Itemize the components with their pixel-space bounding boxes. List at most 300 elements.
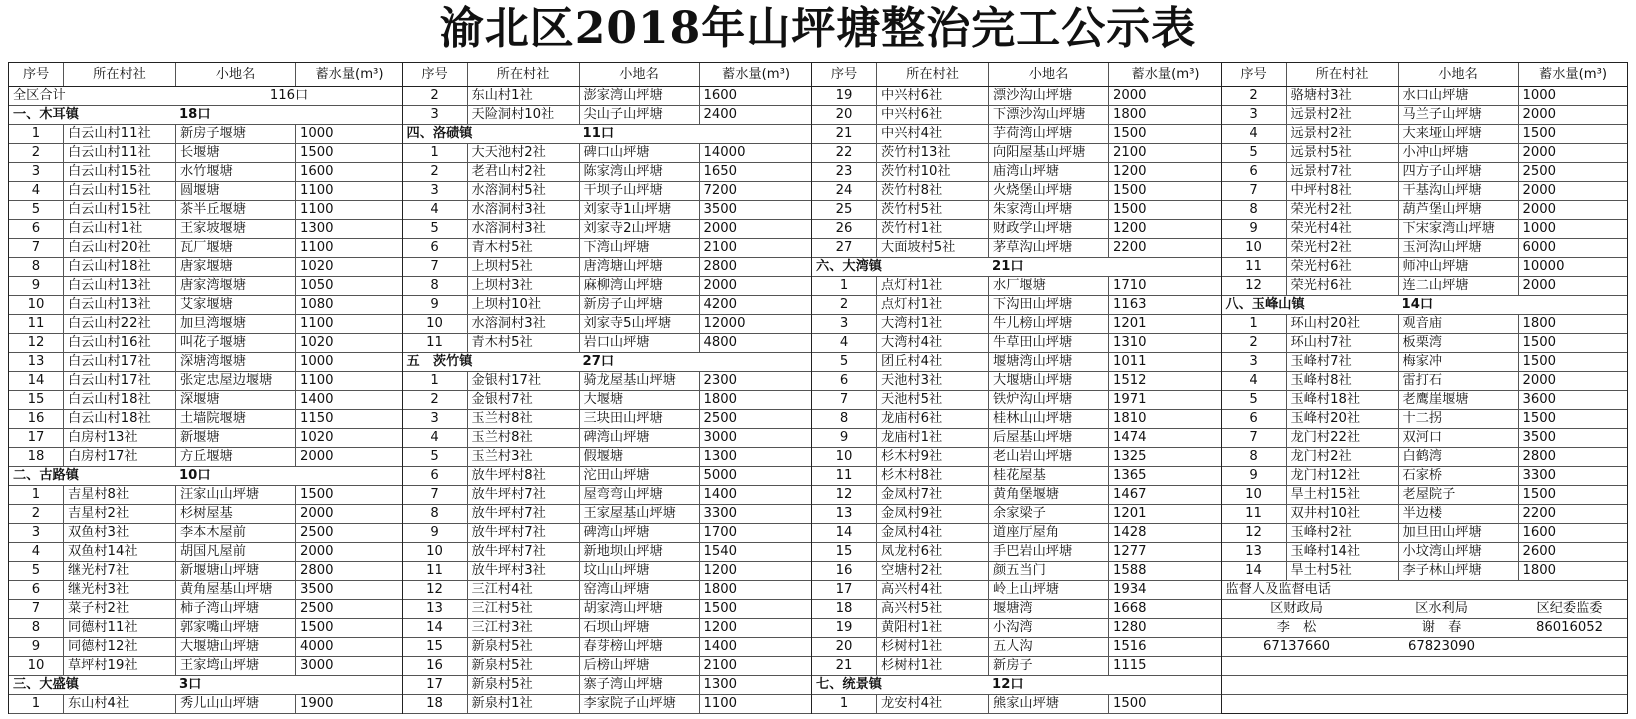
row-index: 11: [1245, 259, 1262, 274]
table-row: [403, 239, 812, 258]
village: 茨竹村1社: [876, 220, 988, 238]
capacity: 12000: [699, 315, 813, 333]
row-index: 6: [430, 468, 439, 483]
village: 龙安村4社: [876, 695, 988, 713]
place-name: 漂沙沟山坪塘: [988, 87, 1108, 105]
table-row: [812, 638, 1221, 657]
place-name: 老山岩山坪塘: [988, 448, 1108, 466]
place-name: 李家院子山坪塘: [579, 695, 699, 713]
village: 青木村5社: [467, 334, 579, 352]
row-index: 15: [426, 639, 443, 654]
village: 龙庙村1社: [876, 429, 988, 447]
row-index: 19: [835, 620, 853, 635]
village: 玉兰村8社: [467, 410, 579, 428]
capacity: 4800: [699, 334, 813, 352]
row-index: 18: [835, 601, 853, 616]
capacity: 2100: [699, 657, 813, 675]
capacity: 2000: [295, 448, 403, 466]
column-header: 小地名: [1398, 63, 1518, 86]
row-index: 4: [1249, 126, 1258, 141]
capacity: 2000: [699, 277, 813, 295]
row-index: 8: [1249, 202, 1258, 217]
village: 青木村5社: [467, 239, 579, 257]
capacity: 1500: [1108, 695, 1222, 713]
place-name: 新房子山坪塘: [579, 296, 699, 314]
place-name: 火烧堡山坪塘: [988, 182, 1108, 200]
capacity: 1800: [1108, 106, 1222, 124]
village: 玉峰村2社: [1286, 524, 1398, 542]
capacity: 1200: [1108, 220, 1222, 238]
capacity: 1668: [1108, 600, 1222, 618]
section-label: 二、古路镇: [13, 468, 79, 483]
table-row: [9, 182, 402, 201]
row-index: 24: [835, 183, 853, 198]
row-index: 1: [31, 126, 41, 141]
table-row: [9, 638, 402, 657]
place-name: 下漂沙沟山坪塘: [988, 106, 1108, 124]
row-index: 10: [27, 658, 45, 673]
capacity: 1000: [295, 353, 403, 371]
village: 白云山村13社: [63, 296, 175, 314]
place-name: 郭家嘴山坪塘: [175, 619, 295, 637]
table-row: [403, 562, 812, 581]
table-row: [403, 201, 812, 220]
table-row: [9, 258, 402, 277]
capacity: 1800: [1518, 315, 1628, 333]
row-index: 23: [835, 164, 853, 179]
capacity: 2200: [1518, 505, 1628, 523]
row-index: 2: [430, 88, 439, 103]
place-name: 春芽榜山坪塘: [579, 638, 699, 656]
place-name: 干坝子山坪塘: [579, 182, 699, 200]
capacity: 2500: [699, 410, 813, 428]
table-row: [403, 429, 812, 448]
capacity: 1325: [1108, 448, 1222, 466]
capacity: 1500: [1518, 486, 1628, 504]
capacity: 2600: [1518, 543, 1628, 561]
column-header: 所在村社: [876, 63, 988, 86]
place-name: 堰塘湾: [988, 600, 1108, 618]
village: 双鱼村3社: [63, 524, 175, 542]
table-row: [9, 657, 402, 676]
capacity: 1710: [1108, 277, 1222, 295]
village: 玉峰村18社: [1286, 391, 1398, 409]
place-name: 连二山坪塘: [1398, 277, 1518, 295]
place-name: 坟山山坪塘: [579, 562, 699, 580]
place-name: 屋弯弯山坪塘: [579, 486, 699, 504]
row-index: 11: [1245, 506, 1262, 521]
row-index: 1: [839, 278, 849, 293]
place-name: 牛草田山坪塘: [988, 334, 1108, 352]
capacity: 1020: [295, 258, 403, 276]
village: 茨竹村8社: [876, 182, 988, 200]
column-header: 所在村社: [1286, 63, 1398, 86]
village: 金银村17社: [467, 372, 579, 390]
place-name: 马兰子山坪塘: [1398, 106, 1518, 124]
place-name: 茅草沟山坪塘: [988, 239, 1108, 257]
place-name: 刘家寺1山坪塘: [579, 201, 699, 219]
village: 远景村5社: [1286, 144, 1398, 162]
village: 草坪村19社: [63, 657, 175, 675]
table-row: [1222, 543, 1628, 562]
capacity: 1115: [1108, 657, 1222, 675]
section-row: [9, 676, 402, 695]
table-row: [403, 524, 812, 543]
section-row: [1222, 296, 1628, 315]
table-row: [812, 486, 1221, 505]
capacity: 2500: [1518, 163, 1628, 181]
row-index: 11: [426, 335, 443, 350]
row-index: 13: [426, 601, 443, 616]
row-index: 10: [1245, 240, 1262, 255]
place-name: 张定忠屋边堰塘: [175, 372, 295, 390]
capacity: 3000: [295, 657, 403, 675]
place-name: 双河口: [1398, 429, 1518, 447]
capacity: 2000: [295, 543, 403, 561]
table-row: [1222, 429, 1628, 448]
capacity: 1700: [699, 524, 813, 542]
village: 白云山村18社: [63, 258, 175, 276]
table-row: [1222, 562, 1628, 581]
capacity: 3300: [1518, 467, 1628, 485]
village: 白云山村18社: [63, 391, 175, 409]
capacity: 1201: [1108, 315, 1222, 333]
capacity: 1310: [1108, 334, 1222, 352]
place-name: 新房子堰塘: [175, 125, 295, 143]
village: 白房村17社: [63, 448, 175, 466]
village: 白云山村15社: [63, 163, 175, 181]
table-row: [403, 505, 812, 524]
place-name: 手巴岩山坪塘: [988, 543, 1108, 561]
row-index: 8: [839, 411, 849, 426]
capacity: 1100: [699, 695, 813, 713]
place-name: 芋荷湾山坪塘: [988, 125, 1108, 143]
village: 荣光村6社: [1286, 258, 1398, 276]
row-index: 8: [31, 259, 41, 274]
capacity: 1800: [699, 581, 813, 599]
place-name: 唐湾塘山坪塘: [579, 258, 699, 276]
place-name: 瓦厂堰塘: [175, 239, 295, 257]
column-header: 序号: [421, 67, 448, 82]
place-name: 熊家山坪塘: [988, 695, 1108, 713]
village: 荣光村4社: [1286, 220, 1398, 238]
capacity: 1500: [1518, 334, 1628, 352]
village: 中兴村4社: [876, 125, 988, 143]
table-row: [1222, 448, 1628, 467]
place-name: 碑湾山坪塘: [579, 429, 699, 447]
capacity: 1100: [295, 372, 403, 390]
section-label: 三、大盛镇: [13, 677, 79, 692]
place-name: 李子林山坪塘: [1398, 562, 1518, 580]
row-index: 9: [1249, 221, 1258, 236]
place-name: 大来垭山坪塘: [1398, 125, 1518, 143]
capacity: 2000: [1518, 144, 1628, 162]
table-row: [812, 505, 1221, 524]
table-row: [403, 334, 812, 353]
table-row: [9, 277, 402, 296]
table-row: [812, 87, 1221, 106]
place-name: 柿子湾山坪塘: [175, 600, 295, 618]
row-index: 3: [1249, 107, 1258, 122]
table-row: [1222, 258, 1628, 277]
capacity: 2500: [295, 600, 403, 618]
row-index: 27: [835, 240, 853, 255]
supervisor-cell: 李 松: [1276, 620, 1317, 635]
capacity: 1280: [1108, 619, 1222, 637]
table-row: [9, 144, 402, 163]
table-row: [812, 600, 1221, 619]
capacity: 1600: [1518, 524, 1628, 542]
table-row: [9, 353, 402, 372]
row-index: 9: [430, 297, 439, 312]
village: 金凤村7社: [876, 486, 988, 504]
completion-table: [8, 62, 1628, 714]
table-row: [1222, 220, 1628, 239]
capacity: 1474: [1108, 429, 1222, 447]
place-name: 十二拐: [1398, 410, 1518, 428]
village: 放牛坪村7社: [467, 543, 579, 561]
capacity: 1020: [295, 429, 403, 447]
place-name: 朱家湾山坪塘: [988, 201, 1108, 219]
row-index: 7: [430, 259, 439, 274]
table-row: [9, 315, 402, 334]
row-index: 5: [1249, 392, 1258, 407]
capacity: 1300: [699, 448, 813, 466]
capacity: 2000: [295, 505, 403, 523]
table-panel-2: [403, 63, 813, 713]
place-name: 李本木屋前: [175, 524, 295, 542]
table-row: [812, 277, 1221, 296]
row-index: 6: [1249, 164, 1258, 179]
row-index: 10: [426, 316, 443, 331]
table-row: [812, 125, 1221, 144]
village: 高兴村4社: [876, 581, 988, 599]
row-index: 14: [27, 373, 45, 388]
village: 白云山村16社: [63, 334, 175, 352]
capacity: 2200: [1108, 239, 1222, 257]
capacity: 2800: [699, 258, 813, 276]
table-row: [403, 486, 812, 505]
place-name: 王家塆山坪塘: [175, 657, 295, 675]
capacity: 1100: [295, 201, 403, 219]
place-name: 胡家湾山坪塘: [579, 600, 699, 618]
place-name: 余家梁子: [988, 505, 1108, 523]
place-name: 加旦田山坪塘: [1398, 524, 1518, 542]
table-panel-3: [812, 63, 1222, 713]
row-index: 16: [27, 411, 45, 426]
table-row: [812, 372, 1221, 391]
capacity: 3500: [295, 581, 403, 599]
row-index: 1: [430, 373, 439, 388]
place-name: 雷打石: [1398, 372, 1518, 390]
table-row: [403, 296, 812, 315]
table-row: [1222, 106, 1628, 125]
section-label: 八、玉峰山镇: [1225, 297, 1305, 312]
supervisor-cell: 67823090: [1407, 639, 1476, 654]
place-name: 寨子湾山坪塘: [579, 676, 699, 694]
place-name: 黄角屋基山坪塘: [175, 581, 295, 599]
row-index: 9: [31, 639, 41, 654]
capacity: 2000: [1108, 87, 1222, 105]
row-index: 3: [31, 525, 41, 540]
capacity: 2500: [295, 524, 403, 542]
capacity: 1400: [295, 391, 403, 409]
section-label: 一、木耳镇: [13, 107, 79, 122]
place-name: 圆堰塘: [175, 182, 295, 200]
village: 新泉村5社: [467, 676, 579, 694]
capacity: 1500: [295, 486, 403, 504]
section-row: [9, 467, 402, 486]
village: 黄阳村1社: [876, 619, 988, 637]
place-name: 玉河沟山坪塘: [1398, 239, 1518, 257]
place-name: 铁炉沟山坪塘: [988, 391, 1108, 409]
row-index: 3: [430, 107, 439, 122]
row-index: 4: [31, 544, 41, 559]
village: 放牛坪村3社: [467, 562, 579, 580]
column-header: 序号: [22, 67, 50, 82]
village: 东山村1社: [467, 87, 579, 105]
village: 双鱼村14社: [63, 543, 175, 561]
table-row: [1222, 144, 1628, 163]
place-name: 汪家山山坪塘: [175, 486, 295, 504]
table-row: [812, 562, 1221, 581]
row-index: 8: [430, 278, 439, 293]
table-row: [1222, 125, 1628, 144]
table-row: [9, 448, 402, 467]
column-header: 小地名: [988, 63, 1108, 86]
village: 杉树村1社: [876, 657, 988, 675]
row-index: 1: [31, 696, 41, 711]
village: 高兴村5社: [876, 600, 988, 618]
capacity: 1971: [1108, 391, 1222, 409]
capacity: 5000: [699, 467, 813, 485]
capacity: 14000: [699, 144, 813, 162]
village: 新泉村1社: [467, 695, 579, 713]
table-row: [1222, 505, 1628, 524]
table-row: [403, 258, 812, 277]
row-index: 10: [1245, 487, 1262, 502]
supervisor-row: [1222, 638, 1628, 657]
village: 老君山村2社: [467, 163, 579, 181]
place-name: 岭上山坪塘: [988, 581, 1108, 599]
village: 放牛坪村7社: [467, 524, 579, 542]
village: 白云山村11社: [63, 144, 175, 162]
capacity: 2000: [1518, 182, 1628, 200]
supervisor-cell: 谢 春: [1421, 620, 1462, 635]
row-index: 7: [430, 487, 439, 502]
row-index: 4: [430, 430, 439, 445]
supervisor-row: [1222, 619, 1628, 638]
row-index: 20: [835, 639, 853, 654]
table-row: [1222, 201, 1628, 220]
table-row: [9, 600, 402, 619]
capacity: 1800: [699, 391, 813, 409]
capacity: 1163: [1108, 296, 1222, 314]
capacity: 2100: [1108, 144, 1222, 162]
place-name: 艾家堰塘: [175, 296, 295, 314]
place-name: 牛儿榜山坪塘: [988, 315, 1108, 333]
table-row: [403, 619, 812, 638]
row-index: 2: [1249, 335, 1258, 350]
capacity: 1500: [1518, 125, 1628, 143]
place-name: 长堰塘: [175, 144, 295, 162]
blank-row: [1222, 676, 1628, 695]
table-row: [812, 106, 1221, 125]
place-name: 颜五当门: [988, 562, 1108, 580]
table-row: [1222, 467, 1628, 486]
table-row: [403, 543, 812, 562]
capacity: 1500: [1518, 410, 1628, 428]
row-index: 5: [430, 221, 439, 236]
place-name: 水口山坪塘: [1398, 87, 1518, 105]
row-index: 7: [31, 240, 41, 255]
section-count: 11口: [582, 126, 615, 141]
row-index: 9: [1249, 468, 1258, 483]
place-name: 新房子: [988, 657, 1108, 675]
place-name: 老屋院子: [1398, 486, 1518, 504]
village: 大湾村4社: [876, 334, 988, 352]
table-row: [403, 163, 812, 182]
place-name: 大堰塘: [579, 391, 699, 409]
village: 天池村3社: [876, 372, 988, 390]
place-name: 新地坝山坪塘: [579, 543, 699, 561]
row-index: 10: [835, 449, 853, 464]
row-index: 2: [430, 392, 439, 407]
place-name: 小冲山坪塘: [1398, 144, 1518, 162]
village: 龙门村2社: [1286, 448, 1398, 466]
village: 白云山村20社: [63, 239, 175, 257]
row-index: 3: [1249, 354, 1258, 369]
table-row: [9, 505, 402, 524]
supervisor-title: [1222, 581, 1628, 600]
place-name: 王家坡堰塘: [175, 220, 295, 238]
village: 上坝村5社: [467, 258, 579, 276]
place-name: 三块田山坪塘: [579, 410, 699, 428]
row-index: 12: [426, 582, 443, 597]
village: 吉星村2社: [63, 505, 175, 523]
table-row: [403, 220, 812, 239]
village: 骆塘村3社: [1286, 87, 1398, 105]
table-row: [812, 239, 1221, 258]
capacity: 1000: [295, 125, 403, 143]
table-row: [9, 201, 402, 220]
table-row: [9, 410, 402, 429]
table-row: [812, 220, 1221, 239]
table-row: [1222, 277, 1628, 296]
village: 玉峰村7社: [1286, 353, 1398, 371]
row-index: 5: [839, 354, 849, 369]
row-index: 1: [839, 696, 849, 711]
supervisor-cell: 86016052: [1535, 620, 1604, 635]
capacity: 4000: [295, 638, 403, 656]
row-index: 2: [31, 145, 41, 160]
village: 继光村3社: [63, 581, 175, 599]
row-index: 6: [31, 582, 41, 597]
village: 茨竹村13社: [876, 144, 988, 162]
row-index: 22: [835, 145, 853, 160]
capacity: 1540: [699, 543, 813, 561]
place-name: 四方子山坪塘: [1398, 163, 1518, 181]
row-index: 13: [835, 506, 853, 521]
capacity: 2800: [1518, 448, 1628, 466]
capacity: 1512: [1108, 372, 1222, 390]
place-name: 大堰塘山坪塘: [175, 638, 295, 656]
village: 玉兰村8社: [467, 429, 579, 447]
place-name: 下宋家湾山坪塘: [1398, 220, 1518, 238]
column-header: 蓄水量(m³): [295, 63, 403, 86]
section-row: [403, 125, 812, 144]
place-name: 叫花子堰塘: [175, 334, 295, 352]
